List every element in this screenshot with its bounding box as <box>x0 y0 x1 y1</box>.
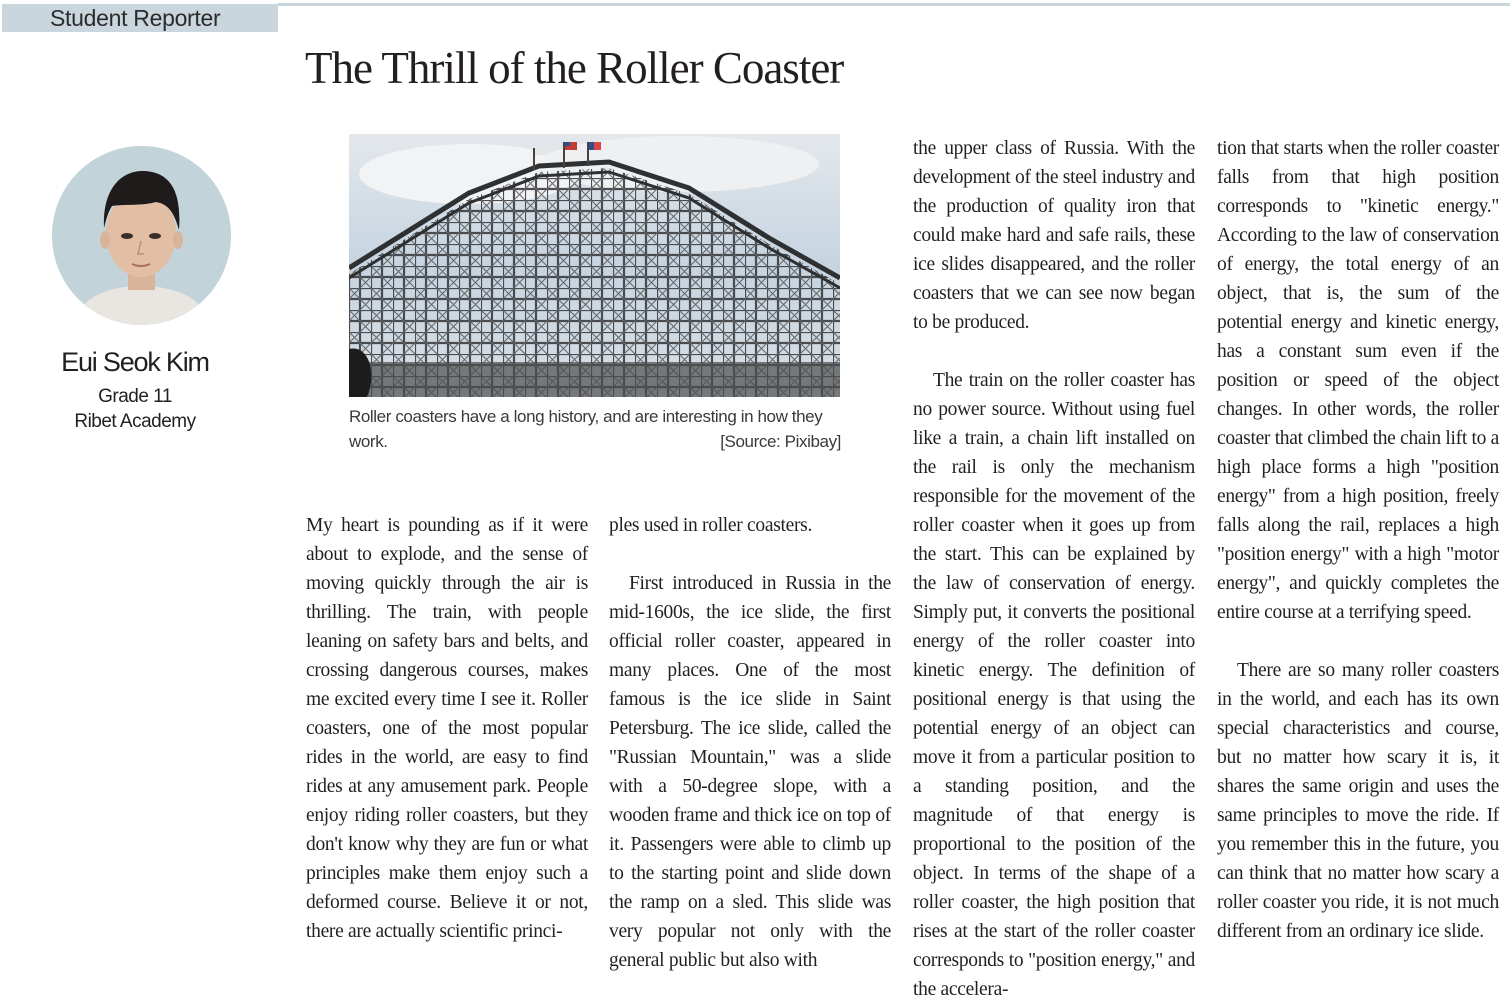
paragraph: First introduced in Russia in the mid-1600s, the ice slide, the first official roller coaster, appeared in many places. One of the most famous is the ice slide in Saint Petersburg. The ice slide, called the "Russian Mountain," was a slide with a 50-degree slope, with a wooden frame and thick ice on top of it. Passengers were able to climb up to the starting point and slide down the ramp on a sled. This slide was very popular not only with the general public but also with <box>609 573 891 971</box>
image-caption-block <box>349 404 841 454</box>
reporter-grade: Grade 11 <box>98 386 172 407</box>
paragraph: The train on the roller coaster has no power source. Without using fuel like a train, a chain lift installed on the rail is only the mechanism responsible for the movement of the roller coaster when it goes up from the start. This can be explained by the law of conservation of energy. Simply put, it converts the positional energy of the roller coaster into kinetic energy. The definition of positional energy is that using the potential energy of an object can move it from a particular position to a standing position, and the magnitude of that energy is proportional to the position of the object. In terms of the shape of a roller coaster, the high position that rises at the start of the roller coaster corresponds to "position energy," and the accelera- <box>913 370 1195 1000</box>
paragraph: ples used in roller coasters. <box>609 515 813 536</box>
roller-coaster-photo <box>349 134 840 397</box>
reporter-portrait-icon <box>52 146 231 325</box>
article-column-1 <box>306 511 588 946</box>
section-label: Student Reporter <box>50 5 221 31</box>
article-title: The Thrill of the Roller Coaster <box>305 43 844 93</box>
paragraph: tion that starts when the roller coaster falls from that high position corresponds to "kinetic energy." According to the law of conservation of energy, the total energy of an object, that is, the sum of the potential energy and kinetic energy, has a constant sum even if the position or speed of the object changes. In other words, the roller coaster that climbed the chain lift to a high place forms a high "position energy" from a high position, freely falls along the rail, replaces a high "position energy" with a high "motor energy", and quickly completes the entire course at a terrifying speed. <box>1217 138 1500 623</box>
roller-coaster-photo-icon <box>349 134 840 397</box>
section-header <box>2 4 278 32</box>
article-column-4 <box>1217 134 1499 946</box>
reporter-name: Eui Seok Kim <box>61 347 209 377</box>
reporter-school: Ribet Academy <box>74 411 196 432</box>
article-column-3 <box>913 134 1195 1004</box>
image-caption: Roller coasters have a long history, and are interesting in how they work. <box>349 407 823 451</box>
reporter-portrait <box>52 146 231 325</box>
top-rule <box>278 3 1510 6</box>
paragraph: My heart is pounding as if it were about to explode, and the sense of moving quickly through the air is thrilling. The train, with people leaning on safety bars and belts, and crossing dangerous courses, makes me excited every time I see it. Roller coasters, one of the most popular rides in the world, are easy to find rides at any amusement park. People enjoy riding roller coasters, but they don't know why they are fun or what principles make them enjoy such a deformed course. Believe it or not, there are actually scientific princi- <box>306 515 588 942</box>
paragraph: There are so many roller coasters in the world, and each has its own special characteristics and course, but no matter how scary it is, it shares the same origin and uses the same principles to move the ride. If you remember this in the future, you can think that no matter how scary a roller coaster you ride, it is not much different from an ordinary ice slide. <box>1217 660 1499 942</box>
image-source: [Source: Pixibay] <box>720 432 841 451</box>
article-column-2 <box>609 511 891 975</box>
paragraph: the upper class of Russia. With the development of the steel industry and the production of quality iron that could make hard and safe rails, these ice slides disappeared, and the roller coasters that we can see now began to be produced. <box>913 138 1195 333</box>
